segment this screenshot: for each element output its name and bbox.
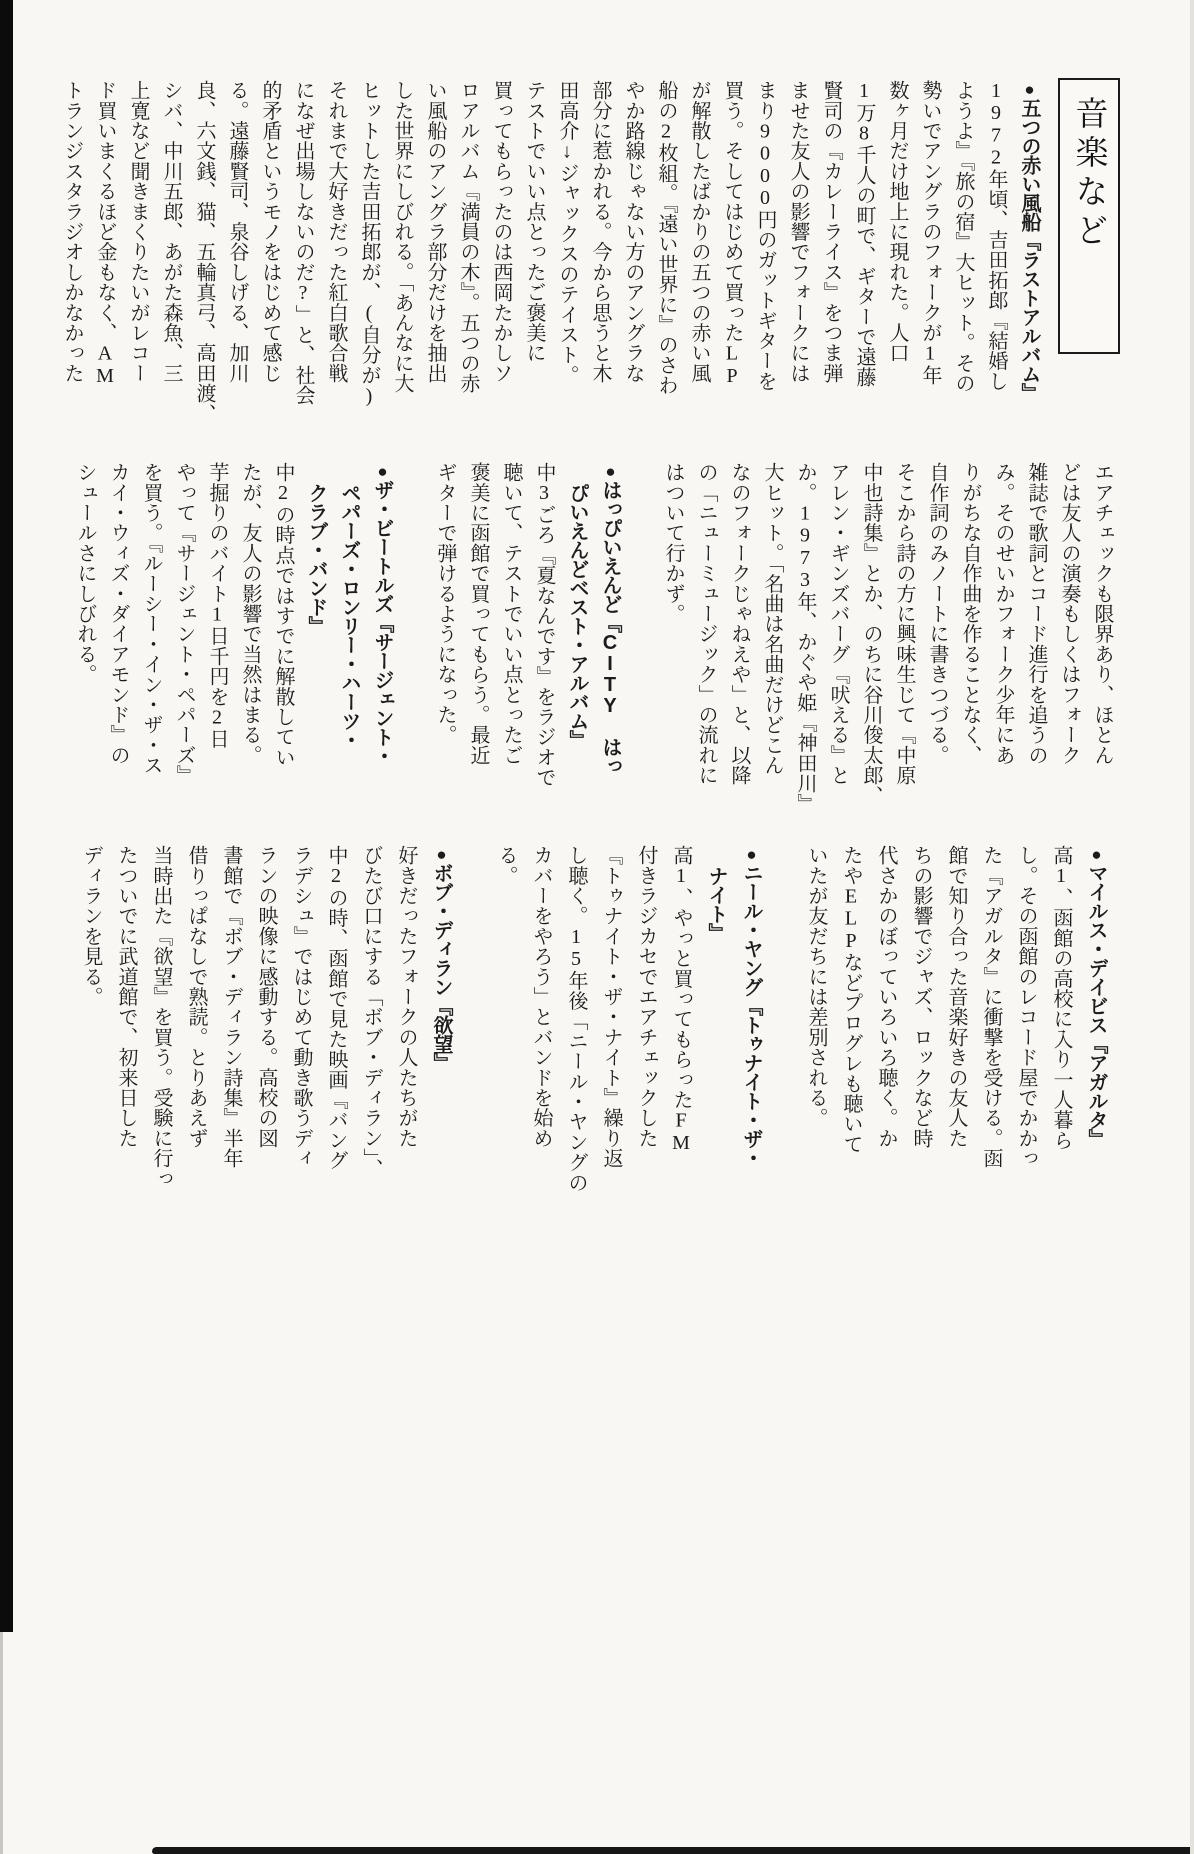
text-column: る。遠藤賢司、泉谷しげる、加川 bbox=[226, 80, 248, 383]
scan-edge-right-shade bbox=[1190, 0, 1194, 1854]
text-column: シバ、中川五郎、あがた森魚、三 bbox=[160, 80, 182, 383]
section-title-box bbox=[1058, 78, 1120, 354]
text-column: た『アガルタ』に衝撃を受ける。函 bbox=[980, 845, 1002, 1169]
text-column: たが、友人の影響で当然はまる。 bbox=[239, 462, 261, 765]
text-column: いたが友だちには差別される。 bbox=[805, 845, 827, 1128]
text-column: 館で知り合った音楽好きの友人た bbox=[945, 845, 967, 1148]
text-column: エアチェックも限界あり、ほとん bbox=[1091, 462, 1113, 765]
text-column: びたび口にする「ボブ・ディラン」、 bbox=[360, 845, 382, 1179]
text-band-top bbox=[55, 80, 1046, 425]
entry-title-column: ナイト』 bbox=[705, 866, 727, 942]
entry-bullet-icon: ● bbox=[1020, 80, 1039, 98]
entry-bullet-icon: ● bbox=[742, 845, 761, 863]
text-column: 買ってもらったのは西岡たかしソ bbox=[490, 80, 512, 383]
text-column: 芋掘りのバイト1日千円を2日 bbox=[206, 462, 228, 749]
text-column: い風船のアングラ部分だけを抽出 bbox=[424, 80, 446, 383]
text-column: ませた友人の影響でフォークには bbox=[787, 80, 809, 383]
text-column: トランジスタラジオしかなかった bbox=[61, 80, 83, 383]
text-column: 田高介↓ジャックスのテイスト。 bbox=[556, 80, 578, 385]
entry-title-column: ●マイルス・デイビス『アガルタ』 bbox=[1085, 845, 1107, 1148]
text-column: 中3ごろ『夏なんです』をラジオで bbox=[533, 462, 555, 788]
text-column: 中也詩集』とか、のちに谷川俊太郎、 bbox=[860, 462, 882, 806]
text-column: 褒美に函館で買ってもらう。最近 bbox=[467, 462, 489, 765]
entry-title-column: ●ザ・ビートルズ『サージェント・ bbox=[371, 462, 393, 765]
text-column: ヒットした吉田拓郎が、(自分が) bbox=[358, 80, 380, 408]
text-column: 雑誌で歌詞とコード進行を追うの bbox=[1025, 462, 1047, 765]
text-column: み。そのせいかフォーク少年にあ bbox=[992, 462, 1014, 765]
entry-title-column: ●ボブ・ディラン『欲望』 bbox=[430, 845, 452, 1072]
text-column: りがちな自作曲を作ることなく、 bbox=[959, 462, 981, 765]
text-column: まり9000円のガットギターを bbox=[754, 80, 776, 391]
text-column: の「ニューミュージック」の流れに bbox=[695, 462, 717, 786]
text-column: ちの影響でジャズ、ロックなど時 bbox=[910, 845, 932, 1148]
text-column: 『トゥナイト・ザ・ナイト』繰り返 bbox=[600, 845, 622, 1169]
text-column: ド買いまくるほど金もなく、AM bbox=[94, 80, 116, 387]
text-column: 借りっぱなしで熟読。とりあえず bbox=[185, 845, 207, 1148]
text-band-middle bbox=[68, 462, 1118, 812]
entry-happy-end bbox=[428, 462, 627, 812]
text-column: 1972年頃、吉田拓郎『結婚し bbox=[985, 80, 1007, 391]
text-band-bottom bbox=[73, 845, 1114, 1193]
entry-beatles bbox=[68, 462, 399, 812]
text-column: ギターで弾けるようになった。 bbox=[434, 462, 456, 745]
entry-title-column: ●はっぴいえんど『CITY はっ bbox=[599, 462, 621, 775]
text-column: テストでいい点とったご褒美に bbox=[523, 80, 545, 363]
text-column: カイ・ウィズ・ダイアモンド』の bbox=[107, 462, 129, 765]
text-column: なのフォークじゃねえや」と、以降 bbox=[728, 462, 750, 786]
scan-edge-left-tail bbox=[0, 1632, 3, 1854]
entry-aircheck-note bbox=[656, 462, 1118, 812]
text-column: し聴く。15年後「ニール・ヤングの bbox=[565, 845, 587, 1193]
text-column: ラデシュ』ではじめて動き歌うディ bbox=[290, 845, 312, 1169]
text-column: 高1、やっと買ってもらったFM bbox=[670, 845, 692, 1154]
entry-bullet-icon: ● bbox=[432, 845, 451, 863]
text-column: やって『サージェント・ペパーズ』 bbox=[173, 462, 195, 786]
text-column: 高1、函館の高校に入り一人暮ら bbox=[1050, 845, 1072, 1150]
entry-bob-dylan bbox=[73, 845, 459, 1189]
text-column: 勢いでアングラのフォークが1年 bbox=[919, 80, 941, 385]
text-column: になぜ出場しないのだ?」と、社会 bbox=[292, 80, 314, 406]
text-column: ようよ』『旅の宿』大ヒット。その bbox=[952, 80, 974, 394]
scan-edge-bottom-bar bbox=[152, 1847, 1194, 1854]
text-column: 部分に惹かれる。今から思うと木 bbox=[589, 80, 611, 383]
text-column: 良、六文銭、猫、五輪真弓、高田渡、 bbox=[193, 80, 215, 424]
scan-edge-left-bar bbox=[0, 0, 13, 1632]
text-column: 上寛など聞きまくりたいがレコー bbox=[127, 80, 149, 383]
entry-title-column: ペパーズ・ロンリー・ハーツ・ bbox=[338, 483, 360, 749]
text-column: 大ヒット。「名曲は名曲だけどこん bbox=[761, 462, 783, 776]
section-title: 音楽など bbox=[1070, 96, 1107, 252]
entry-title-column: ぴいえんどベスト・アルバム』 bbox=[566, 483, 588, 749]
entry-miles-davis bbox=[798, 845, 1114, 1180]
text-column: が解散したばかりの五つの赤い風 bbox=[688, 80, 710, 383]
text-column: した世界にしびれる。「あんなに大 bbox=[391, 80, 413, 394]
text-column: やか路線じゃない方のアングラな bbox=[622, 80, 644, 383]
entry-bullet-icon: ● bbox=[373, 462, 392, 480]
entry-bullet-icon: ● bbox=[601, 462, 620, 480]
entry-title-column: ●ニール・ヤング『トゥナイト・ザ・ bbox=[740, 845, 762, 1167]
text-column: 付きラジカセでエアチェックした bbox=[635, 845, 657, 1148]
text-column: 当時出た『欲望』を買う。受験に行っ bbox=[150, 845, 172, 1189]
text-column: 聴いて、テストでいい点とったご bbox=[500, 462, 522, 765]
text-column: 書館で『ボブ・ディラン詩集』半年 bbox=[220, 845, 242, 1169]
text-column: たやELPなどプログレも聴いて bbox=[840, 845, 862, 1154]
text-column: 船の2枚組。『遠い世界に』のさわ bbox=[655, 80, 677, 396]
text-column: 中2の時、函館で見た映画『バング bbox=[325, 845, 347, 1171]
text-column: ディランを見る。 bbox=[80, 845, 102, 1007]
text-column: カバーをやろう」とバンドを始め bbox=[530, 845, 552, 1148]
entry-neil-young bbox=[488, 845, 769, 1193]
text-column: そこから詩の方に興味生じて『中原 bbox=[893, 462, 915, 786]
text-column: たついでに武道館で、初来日した bbox=[115, 845, 137, 1148]
entry-title-column: ●五つの赤い風船『ラストアルバム』 bbox=[1018, 80, 1040, 402]
text-column: を買う。『ルーシー・イン・ザ・ス bbox=[140, 462, 162, 776]
text-column: 自作詞のみノートに書きつづる。 bbox=[926, 462, 948, 765]
text-column: 的矛盾というモノをはじめて感じ bbox=[259, 80, 281, 383]
text-column: る。 bbox=[495, 845, 517, 886]
text-column: シュールさにしびれる。 bbox=[74, 462, 96, 685]
text-column: アレン・ギンズバーグ『吠える』と bbox=[827, 462, 849, 786]
text-column: 中2の時点ではすでに解散してい bbox=[272, 462, 294, 767]
text-column: 賢司の『カレーライス』をつま弾 bbox=[820, 80, 842, 383]
text-column: か。1973年、かぐや姫『神田川』 bbox=[794, 462, 816, 814]
text-column: 買う。そしてはじめて買ったLP bbox=[721, 80, 743, 387]
text-column: はついて行かず。 bbox=[662, 462, 684, 624]
text-column: どは友人の演奏もしくはフォーク bbox=[1058, 462, 1080, 765]
entry-bullet-icon: ● bbox=[1087, 845, 1106, 863]
text-column: ロアルバム『満員の木』。五つの赤 bbox=[457, 80, 479, 394]
text-column: し。その函館のレコード屋でかかっ bbox=[1015, 845, 1037, 1169]
text-column: 1万8千人の町で、ギターで遠藤 bbox=[853, 80, 875, 387]
text-column: 数ヶ月だけ地上に現れた。人口 bbox=[886, 80, 908, 363]
text-column: 代さかのぼっていろいろ聴く。か bbox=[875, 845, 897, 1148]
text-column: ランの映像に感動する。高校の図 bbox=[255, 845, 277, 1148]
text-column: それまで大好きだった紅白歌合戦 bbox=[325, 80, 347, 383]
entry-five-red-balloons bbox=[55, 80, 1046, 425]
entry-title-column: クラブ・バンド』 bbox=[305, 483, 327, 635]
text-column: 好きだったフォークの人たちがた bbox=[395, 845, 417, 1148]
